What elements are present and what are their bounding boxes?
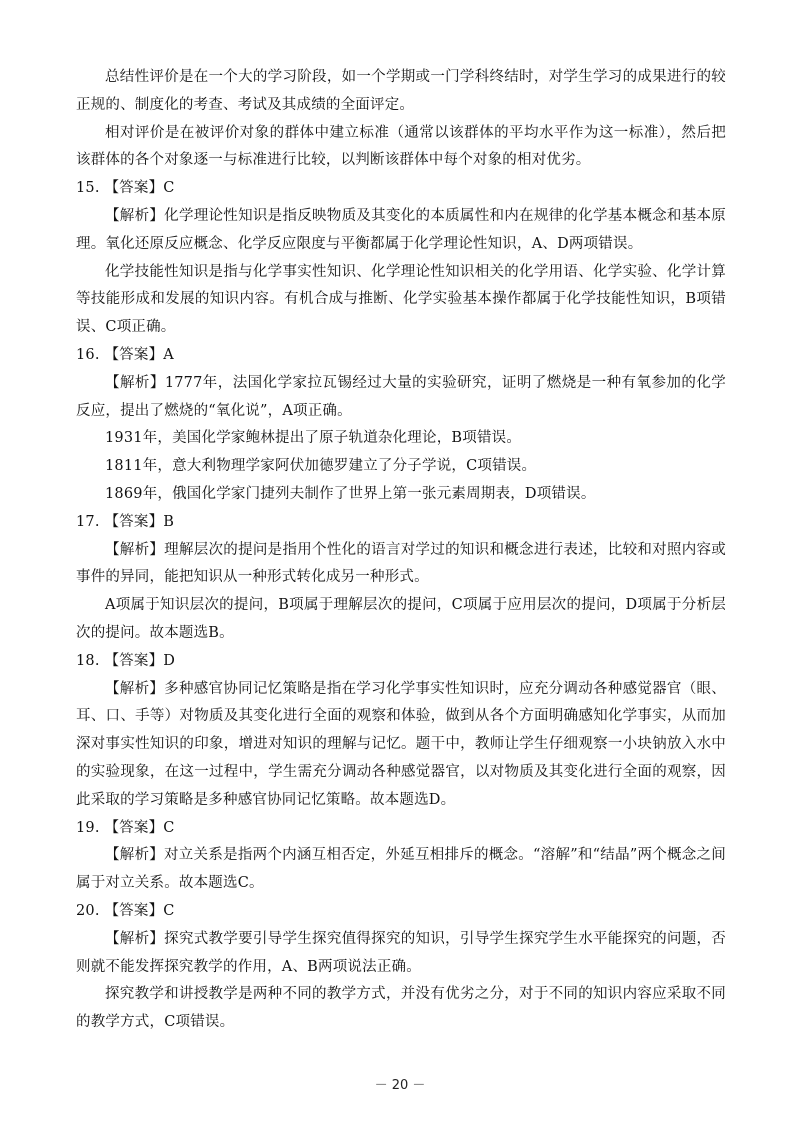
- explanation-paragraph: 1811年，意大利物理学家阿伏加德罗建立了分子学说，C项错误。: [105, 458, 537, 475]
- explanation-paragraph: 【解析】探究式教学要引导学生探究值得探究的知识，引导学生探究学生水平能探究的问题，否则就不能发挥探究教学的作用，A、B两项说法正确。: [76, 930, 726, 975]
- answer-line: 19. 【答案】C: [76, 819, 175, 836]
- explanation-paragraph: A项属于知识层次的提问，B项属于理解层次的提问，C项属于应用层次的提问，D项属于分析层次的提问。故本题选B。: [76, 597, 726, 641]
- answer-line: 18. 【答案】D: [76, 652, 176, 669]
- explanation-paragraph: 1869年，俄国化学家门捷列夫制作了世界上第一张元素周期表，D项错误。: [105, 485, 596, 502]
- answer-line: 15. 【答案】C: [76, 180, 175, 197]
- answer-line: 17. 【答案】B: [76, 513, 175, 530]
- explanation-paragraph: 探究教学和讲授教学是两种不同的教学方式，并没有优劣之分，对于不同的知识内容应采取不同的教学方式，C项错误。: [76, 986, 726, 1031]
- explanation-paragraph: 【解析】多种感官协同记忆策略是指在学习化学事实性知识时，应充分调动各种感觉器官（眼、耳、口、手等）对物质及其变化进行全面的观察和体验，做到从各个方面明确感知化学事实，从而加深对事实性知识的印象，增进对知识的理解与记忆。题干中，教师让学生仔细观察一小块钠放入水中的实验现象，在这一过程中，学生需充分调动各种感觉器官，以对物质及其变化进行全面的观察，因此采取的学习策略是多种感官协同记忆策略。故本题选D。: [76, 680, 726, 808]
- explanation-paragraph: 【解析】化学理论性知识是指反映物质及其变化的本质属性和内在规律的化学基本概念和基本原理。氧化还原反应概念、化学反应限度与平衡都属于化学理论性知识，A、D两项错误。: [76, 207, 726, 252]
- explanation-paragraph: 【解析】1777年，法国化学家拉瓦锡经过大量的实验研究，证明了燃烧是一种有氧参加的化学反应，提出了燃烧的“氧化说”，A项正确。: [76, 374, 726, 419]
- explanation-paragraph: 总结性评价是在一个大的学习阶段，如一个学期或一门学科终结时，对学生学习的成果进行的较正规的、制度化的考查、考试及其成绩的全面评定。: [76, 69, 726, 113]
- explanation-paragraph: 相对评价是在被评价对象的群体中建立标准（通常以该群体的平均水平作为这一标准），然后把该群体的各个对象逐一与标准进行比较，以判断该群体中每个对象的相对优劣。: [76, 124, 726, 169]
- explanation-paragraph: 【解析】对立关系是指两个内涵互相否定，外延互相排斥的概念。“溶解”和“结晶”两个概念之间属于对立关系。故本题选C。: [76, 847, 726, 892]
- page-number: － 20 －: [374, 1078, 426, 1093]
- document-body: [76, 64, 726, 1037]
- answer-line: 20. 【答案】C: [76, 902, 175, 919]
- explanation-paragraph: 1931年，美国化学家鲍林提出了原子轨道杂化理论，B项错误。: [105, 430, 522, 447]
- answer-line: 16. 【答案】A: [76, 346, 174, 363]
- explanation-paragraph: 【解析】理解层次的提问是指用个性化的语言对学过的知识和概念进行表述，比较和对照内容或事件的异同，能把知识从一种形式转化成另一种形式。: [76, 541, 726, 586]
- explanation-paragraph: 化学技能性知识是指与化学事实性知识、化学理论性知识相关的化学用语、化学实验、化学计算等技能形成和发展的知识内容。有机合成与推断、化学实验基本操作都属于化学技能性知识，B项错误、C项正确。: [76, 263, 726, 336]
